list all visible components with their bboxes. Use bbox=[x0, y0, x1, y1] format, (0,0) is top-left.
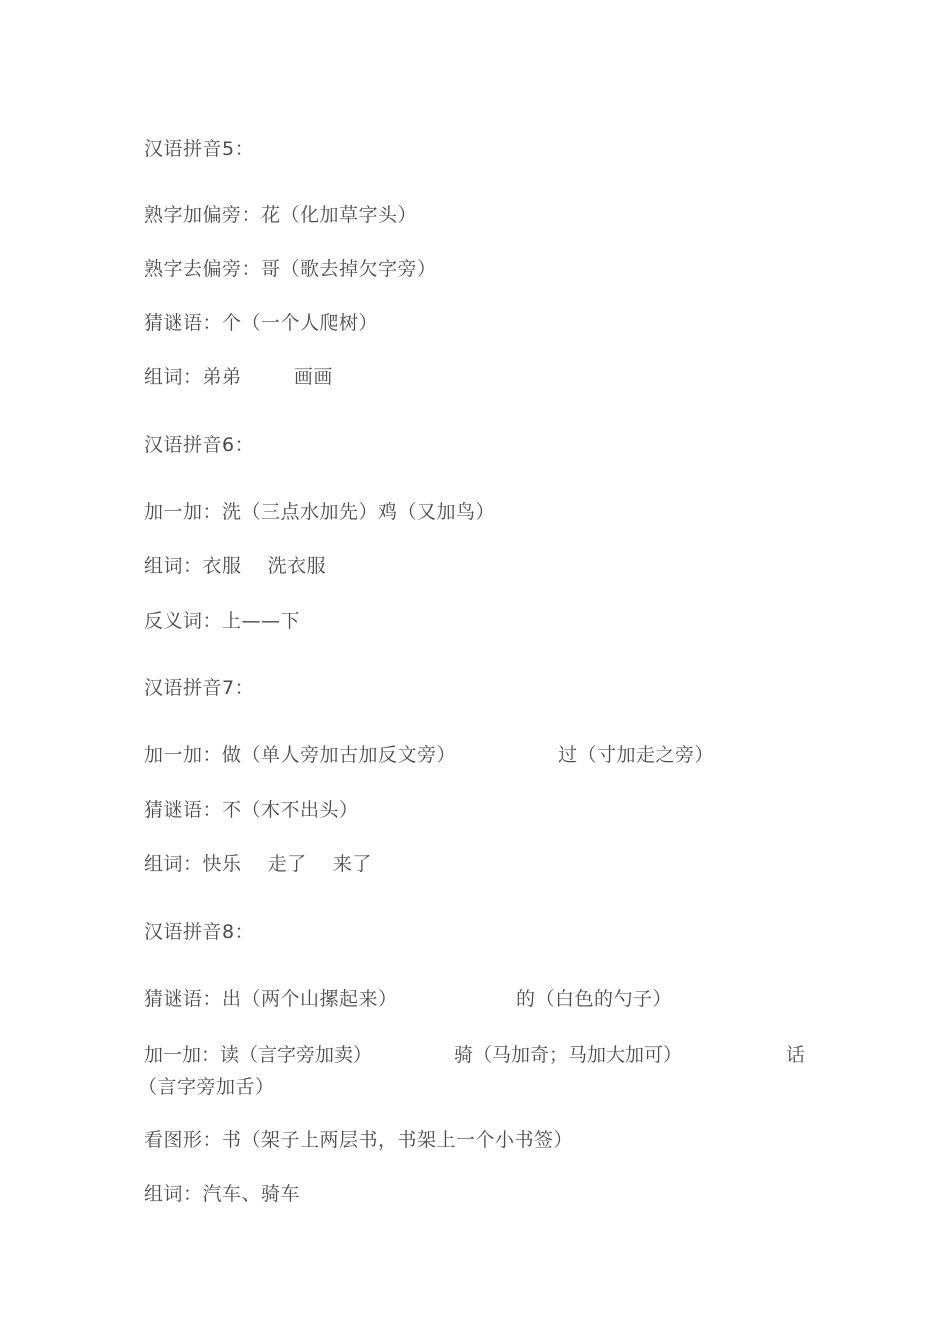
section-heading: 汉语拼音7： bbox=[144, 677, 255, 699]
text-line: 猜谜语：个（一个人爬树） bbox=[144, 312, 379, 334]
text-line: 熟字去偏旁：哥（歌去掉欠字旁） bbox=[144, 258, 437, 280]
text-line: 熟字加偏旁：花（化加草字头） bbox=[144, 204, 418, 226]
text-line: 过（寸加走之旁） bbox=[558, 744, 715, 766]
text-line: 猜谜语：出（两个山摞起来） bbox=[144, 988, 398, 1010]
text-line: 加一加：做（单人旁加古加反文旁） bbox=[144, 744, 457, 766]
text-line: 骑（马加奇；马加大加可） bbox=[454, 1044, 683, 1066]
text-line: 反义词：上——下 bbox=[144, 610, 301, 632]
text-line: 组词：汽车、骑车 bbox=[144, 1183, 301, 1205]
section-heading: 汉语拼音5： bbox=[144, 138, 255, 160]
text-line: 猜谜语：不（木不出头） bbox=[144, 799, 359, 821]
section-heading: 汉语拼音8： bbox=[144, 921, 255, 943]
text-line: 看图形：书（架子上两层书，书架上一个小书签） bbox=[144, 1129, 574, 1151]
text-line: 组词：弟弟 画画 bbox=[144, 366, 333, 388]
text-line: 组词：快乐 走了 来了 bbox=[144, 853, 372, 875]
section-heading: 汉语拼音6： bbox=[144, 434, 255, 456]
text-line: （言字旁加舌） bbox=[138, 1076, 275, 1098]
text-line: 组词：衣服 洗衣服 bbox=[144, 555, 327, 577]
text-line: 的（白色的勺子） bbox=[516, 988, 673, 1010]
text-line: 加一加：读（言字旁加卖） bbox=[144, 1044, 373, 1066]
text-line: 话 bbox=[786, 1044, 806, 1066]
text-line: 加一加：洗（三点水加先）鸡（又加鸟） bbox=[144, 501, 496, 523]
